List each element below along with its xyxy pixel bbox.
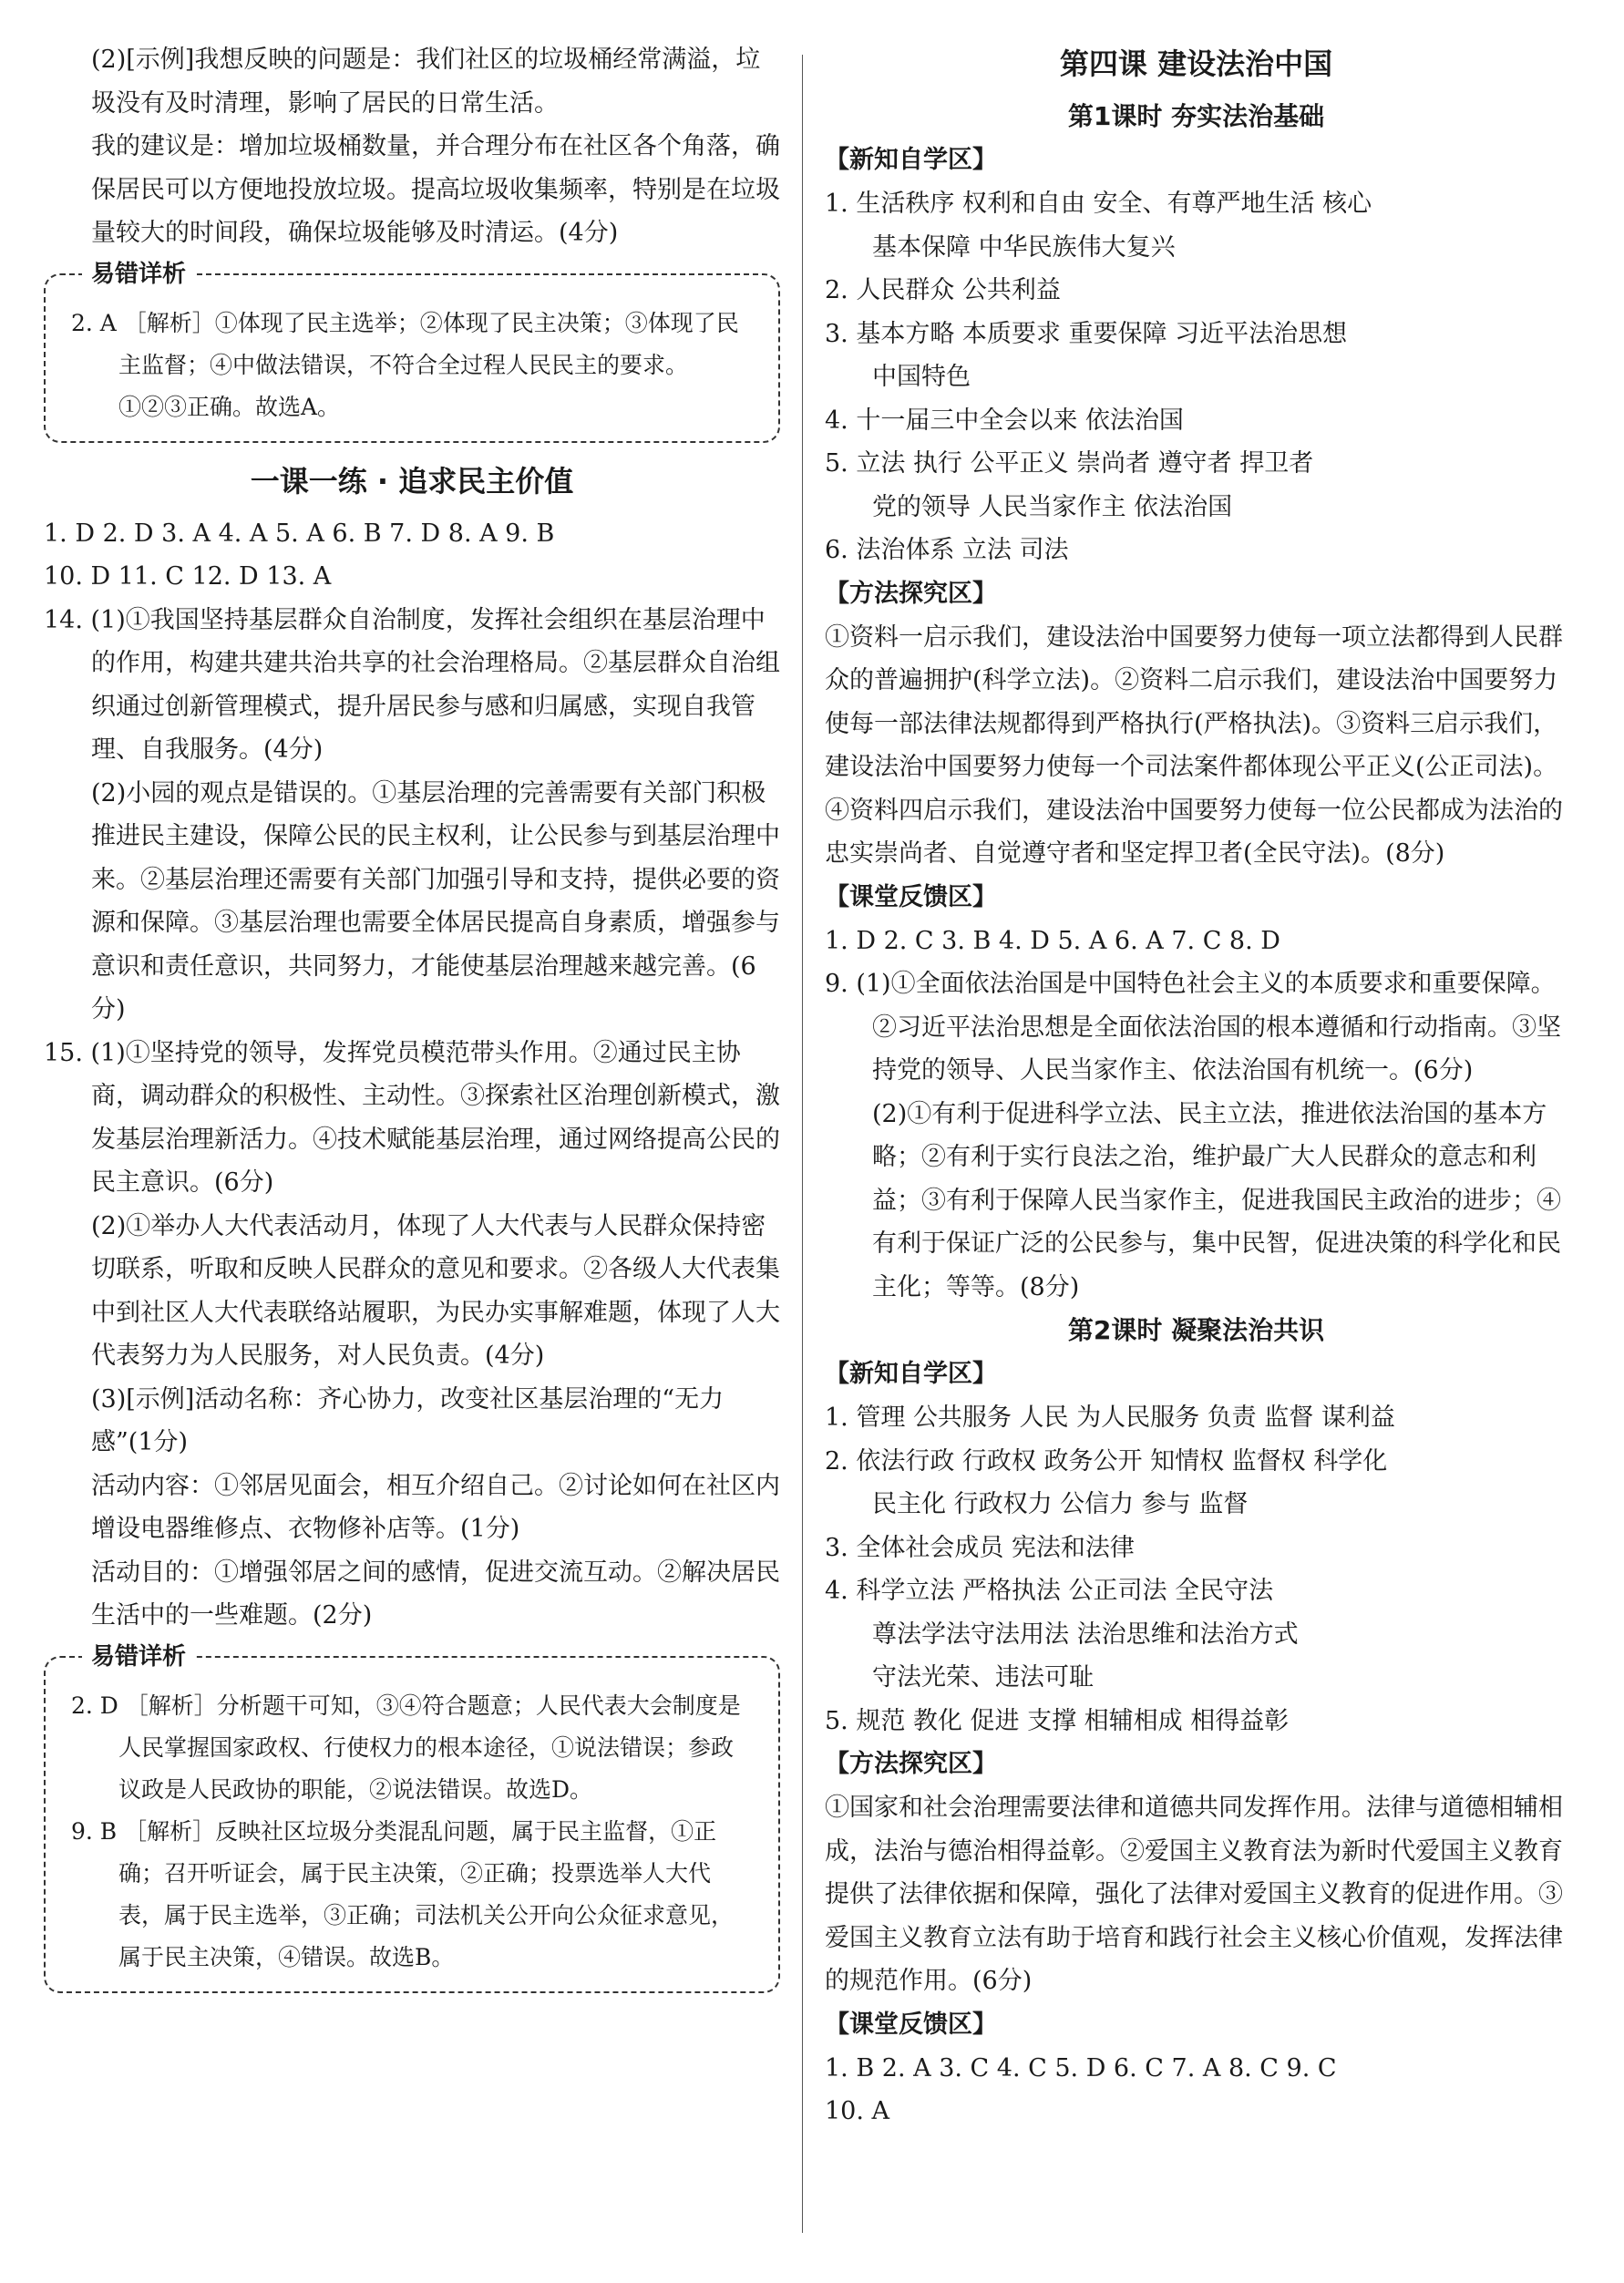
left-column <box>44 38 780 2006</box>
analysis-item: 2. A ［解析］①体现了民主选举；②体现了民主决策；③体现了民主监督；④中做法错误，不符合全过程人民民主的要求。①②③正确。故选A。 <box>71 309 739 420</box>
answer-line: 1. D 2. D 3. A 4. A 5. A 6. B 7. D 8. A 9. B <box>44 519 555 548</box>
analysis-item: 2. D ［解析］分析题干可知，③④符合题意；人民代表大会制度是人民掌握国家政权、行使权力的根本途径，①说法错误；参政议政是人民政协的职能，②说法错误。故选D。 <box>71 1692 741 1803</box>
box-label: 易错详析 <box>82 1640 195 1673</box>
list-item: 1. 管理 公共服务 人民 为人民服务 负责 监督 谋利益 <box>825 1404 1395 1432</box>
paragraph: ①国家和社会治理需要法律和道德共同发挥作用。法律与道德相辅相成，法治与德治相得益彰。②爱国主义教育法为新时代爱国主义教育提供了法律依据和保障，强化了法律对爱国主义教育的促进作用。③爱国主义教育立法有助于培育和践行社会主义核心价值观，发挥法律的规范作用。(6分) <box>825 1794 1563 1995</box>
list-item: 6. 法治体系 立法 司法 <box>825 536 1069 564</box>
answer-line: 10. A <box>825 2097 890 2125</box>
list-item: 党的领导 人民当家作主 依法治国 <box>872 492 1233 521</box>
section-title: 一课一练 · 追求民主价值 <box>250 463 574 499</box>
box-label: 易错详析 <box>82 258 195 291</box>
right-column <box>825 38 1567 2134</box>
list-item: 2. 依法行政 行政权 政务公开 知情权 监督权 科学化 <box>825 1446 1388 1476</box>
question-answer: (2)小园的观点是错误的。①基层治理的完善需要有关部门积极推进民主建设，保障公民的民主权利，让公民参与到基层治理中来。②基层治理还需要有关部门加强引导和支持，提供必要的资源和保障。③基层治理也需要全体居民提高自身素质，增强参与意识和责任意识，共同努力，才能使基层治理越来越完善。(6分) <box>91 778 780 1023</box>
section-heading: 【课堂反馈区】 <box>825 882 997 911</box>
answer-line: 1. B 2. A 3. C 4. C 5. D 6. C 7. A 8. C 9. C <box>825 2053 1337 2082</box>
list-item: 尊法学法守法用法 法治思维和法治方式 <box>872 1620 1299 1649</box>
column-divider <box>802 55 803 2233</box>
question-answer: 活动内容：①邻居见面会，相互介绍自己。②讨论如何在社区内增设电器维修点、衣物修补店等。(1分) <box>91 1471 780 1543</box>
list-item: 4. 十一届三中全会以来 依法治国 <box>825 406 1184 435</box>
answer-line: 1. D 2. C 3. B 4. D 5. A 6. A 7. C 8. D <box>825 926 1280 955</box>
list-item: 5. 规范 教化 促进 支撑 相辅相成 相得益彰 <box>825 1706 1290 1735</box>
period-title: 第2课时 凝聚法治共识 <box>1067 1315 1325 1345</box>
question-answer: (2)①有利于促进科学立法、民主立法，推进依法治国的基本方略；②有利于实行良法之治，维护最广大人民群众的意志和利益；③有利于保障人民当家作主，促进我国民主政治的进步；④有利于保证广泛的公民参与，集中民智，促进决策的科学化和民主化；等等。(8分) <box>872 1099 1561 1301</box>
list-item: 1. 生活秩序 权利和自由 安全、有尊严地生活 核心 <box>825 190 1372 218</box>
question-answer: 15. (1)①坚持党的领导，发挥党员模范带头作用。②通过民主协商，调动群众的积极性、主动性。③探索社区治理创新模式，激发基层治理新活力。④技术赋能基层治理，通过网络提高公民的民主意识。(6分) <box>44 1038 780 1197</box>
paragraph: ①资料一启示我们，建设法治中国要努力使每一项立法都得到人民群众的普遍拥护(科学立法)。②资料二启示我们，建设法治中国要努力使每一部法律法规都得到严格执行(严格执法)。③资料三启示我们，建设法治中国要努力使每一个司法案件都体现公平正义(公正司法)。④资料四启示我们，建设法治中国要努力使每一位公民都成为法治的忠实崇尚者、自觉遵守者和坚定捍卫者(全民守法)。(8分) <box>825 622 1563 868</box>
list-item: 民主化 行政权力 公信力 参与 监督 <box>872 1490 1249 1518</box>
list-item: 5. 立法 执行 公平正义 崇尚者 遵守者 捍卫者 <box>825 449 1314 478</box>
list-item: 基本保障 中华民族伟大复兴 <box>872 232 1176 262</box>
question-answer: 活动目的：①增强邻居之间的感情，促进交流互动。②解决居民生活中的一些难题。(2分) <box>91 1558 780 1630</box>
period-title: 第1课时 夯实法治基础 <box>1067 101 1325 131</box>
lesson-title: 第四课 建设法治中国 <box>1059 46 1333 81</box>
list-item: 3. 全体社会成员 宪法和法律 <box>825 1533 1135 1562</box>
list-item: 4. 科学立法 严格执法 公正司法 全民守法 <box>825 1577 1274 1605</box>
list-item: 守法光荣、违法可耻 <box>872 1663 1094 1692</box>
paragraph: (2)[示例]我想反映的问题是：我们社区的垃圾桶经常满溢，垃圾没有及时清理，影响了居民的日常生活。 <box>91 46 761 118</box>
list-item: 3. 基本方略 本质要求 重要保障 习近平法治思想 <box>825 319 1348 348</box>
section-heading: 【新知自学区】 <box>825 146 997 174</box>
list-item: 2. 人民群众 公共利益 <box>825 276 1061 304</box>
section-heading: 【新知自学区】 <box>825 1360 997 1388</box>
section-heading: 【课堂反馈区】 <box>825 2010 997 2039</box>
paragraph: 我的建议是：增加垃圾桶数量，并合理分布在社区各个角落，确保居民可以方便地投放垃圾。提高垃圾收集频率，特别是在垃圾量较大的时间段，确保垃圾能够及时清运。(4分) <box>91 132 780 247</box>
question-answer: 9. (1)①全面依法治国是中国特色社会主义的本质要求和重要保障。②习近平法治思想是全面依法治国的根本遵循和行动指南。③坚持党的领导、人民当家作主、依法治国有机统一。(6分) <box>825 970 1561 1085</box>
answer-line: 10. D 11. C 12. D 13. A <box>44 562 332 591</box>
error-analysis-box <box>44 1642 780 1993</box>
section-heading: 【方法探究区】 <box>825 1750 997 1778</box>
list-item: 中国特色 <box>872 363 971 391</box>
question-answer: 14. (1)①我国坚持基层群众自治制度，发挥社会组织在基层治理中的作用，构建共建共治共享的社会治理格局。②基层群众自治组织通过创新管理模式，提升居民参与感和归属感，实现自我管理、自我服务。(4分) <box>44 605 780 764</box>
error-analysis-box <box>44 260 780 443</box>
analysis-item: 9. B ［解析］反映社区垃圾分类混乱问题，属于民主监督，①正确；召开听证会，属于民主决策，②正确；投票选举人大代表，属于民主选举，③正确；司法机关公开向公众征求意见，属于民主决策，④错误。故选B。 <box>71 1817 735 1970</box>
question-answer: (2)①举办人大代表活动月，体现了人大代表与人民群众保持密切联系，听取和反映人民群众的意见和要求。②各级人大代表集中到社区人大代表联络站履职，为民办实事解难题，体现了人大代表努力为人民服务，对人民负责。(4分) <box>91 1211 780 1370</box>
question-answer: (3)[示例]活动名称：齐心协力，改变社区基层治理的“无力感”(1分) <box>91 1384 725 1456</box>
section-heading: 【方法探究区】 <box>825 579 997 608</box>
